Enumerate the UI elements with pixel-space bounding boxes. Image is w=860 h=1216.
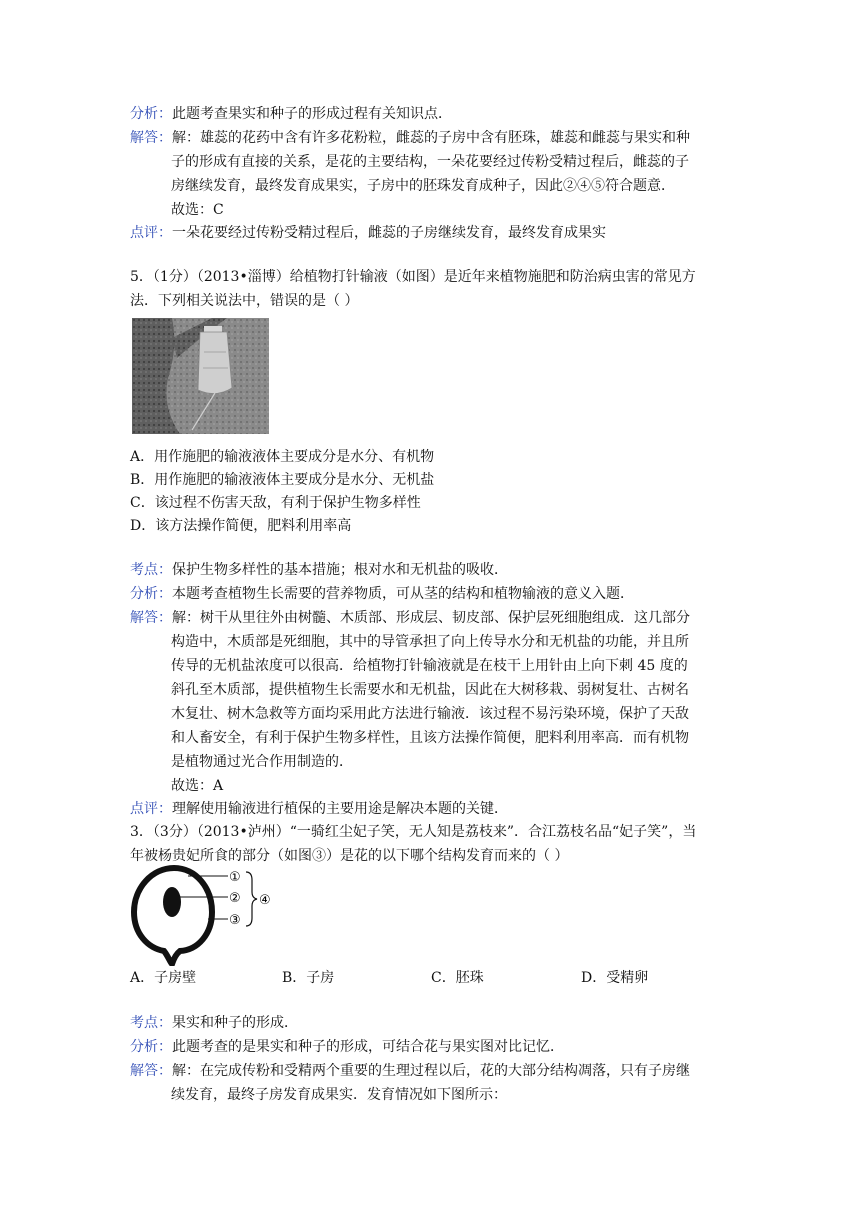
q4-answer-line-1: 解答：解：雄蕊的花药中含有许多花粉粒，雌蕊的子房中含有胚珠，雄蕊和雌蕊与果实和种 [130, 130, 690, 146]
q5-answer-line-2: 构造中，木质部是死细胞，其中的导管承担了向上传导水分和无机盐的功能，并且所 [171, 634, 689, 650]
q5-answer-line-8: 故选：A [171, 778, 224, 794]
q5-answer-line-7: 是植物通过光合作用制造的． [171, 754, 353, 770]
q4-comment: 点评：一朵花要经过传粉受精过程后，雌蕊的子房继续发育，最终发育成果实 [130, 225, 606, 241]
q3-option-c: C．胚珠 [431, 970, 484, 986]
q5-option-c: C．该过程不伤害天敌，有利于保护生物多样性 [130, 495, 421, 511]
q5-option-a: A．用作施肥的输液液体主要成分是水分、有机物 [130, 449, 435, 465]
q3-answer-line-2: 续发育，最终子房发育成果实．发育情况如下图所示： [171, 1087, 507, 1103]
q5-answer-line-6: 和人畜安全，有利于保护生物多样性，且该方法操作简便，肥料利用率高．而有机物 [171, 730, 689, 746]
q3-analysis: 分析：此题考查的是果实和种子的形成，可结合花与果实图对比记忆． [130, 1039, 564, 1055]
fig-label-1: ① [229, 870, 241, 885]
fig-label-4: ④ [259, 893, 271, 908]
q5-answer-line-4: 斜孔至木质部，提供植物生长需要水和无机盐，因此在大树移栽、弱树复壮、古树名 [171, 682, 689, 698]
q5-stem-line-2: 法．下列相关说法中，错误的是（ ） [130, 293, 359, 309]
q3-option-a: A．子房壁 [130, 970, 197, 986]
q5-answer-line-1: 解答：解：树干从里往外由树髓、木质部、形成层、韧皮部、保护层死细胞组成．这几部分 [130, 610, 690, 626]
fig-label-3: ③ [229, 913, 241, 928]
q4-answer-line-4: 故选：C [171, 202, 224, 218]
q3-answer-line-1: 解答：解：在完成传粉和受精两个重要的生理过程以后，花的大部分结构凋落，只有子房继 [130, 1063, 690, 1079]
q5-analysis: 分析：本题考查植物生长需要的营养物质，可从茎的结构和植物输液的意义入题． [130, 586, 634, 602]
q4-answer-line-3: 房继续发育，最终发育成果实，子房中的胚珠发育成种子，因此②④⑤符合题意． [171, 178, 675, 194]
q5-answer-line-3: 传导的无机盐浓度可以很高．给植物打针输液就是在枝干上用针由上向下刺 45 度的 [171, 658, 688, 674]
q3-stem-line-2: 年被杨贵妃所食的部分（如图③）是花的以下哪个结构发育而来的（ ） [130, 848, 569, 864]
q3-option-b: B．子房 [282, 970, 335, 986]
q3-stem-line-1: 3．（3分）（2013•泸州）“一骑红尘妃子笑，无人知是荔枝来”．合江荔枝名品“妃子笑”，当 [130, 824, 697, 840]
q3-option-d: D．受精卵 [581, 970, 649, 986]
q3-knowledge-point: 考点：果实和种子的形成． [130, 1015, 298, 1031]
tree-infusion-photo [132, 318, 269, 434]
q5-option-b: B．用作施肥的输液液体主要成分是水分、无机盐 [130, 472, 435, 488]
q4-analysis: 分析：此题考查果实和种子的形成过程有关知识点． [130, 106, 452, 122]
lychee-structure-diagram [128, 862, 278, 966]
q4-answer-line-2: 子的形成有直接的关系，是花的主要结构，一朵花要经过传粉受精过程后，雌蕊的子 [171, 154, 689, 170]
q5-option-d: D．该方法操作简便，肥料利用率高 [130, 518, 352, 534]
q5-comment: 点评：理解使用输液进行植保的主要用途是解决本题的关键． [130, 801, 508, 817]
q5-answer-line-5: 木复壮、树木急救等方面均采用此方法进行输液．该过程不易污染环境，保护了天敌 [171, 706, 689, 722]
q5-knowledge-point: 考点：保护生物多样性的基本措施；根对水和无机盐的吸收． [130, 562, 508, 578]
q5-stem-line-1: 5．（1分）（2013•淄博）给植物打针输液（如图）是近年来植物施肥和防治病虫害的常见方 [130, 269, 696, 285]
fig-label-2: ② [229, 891, 241, 906]
